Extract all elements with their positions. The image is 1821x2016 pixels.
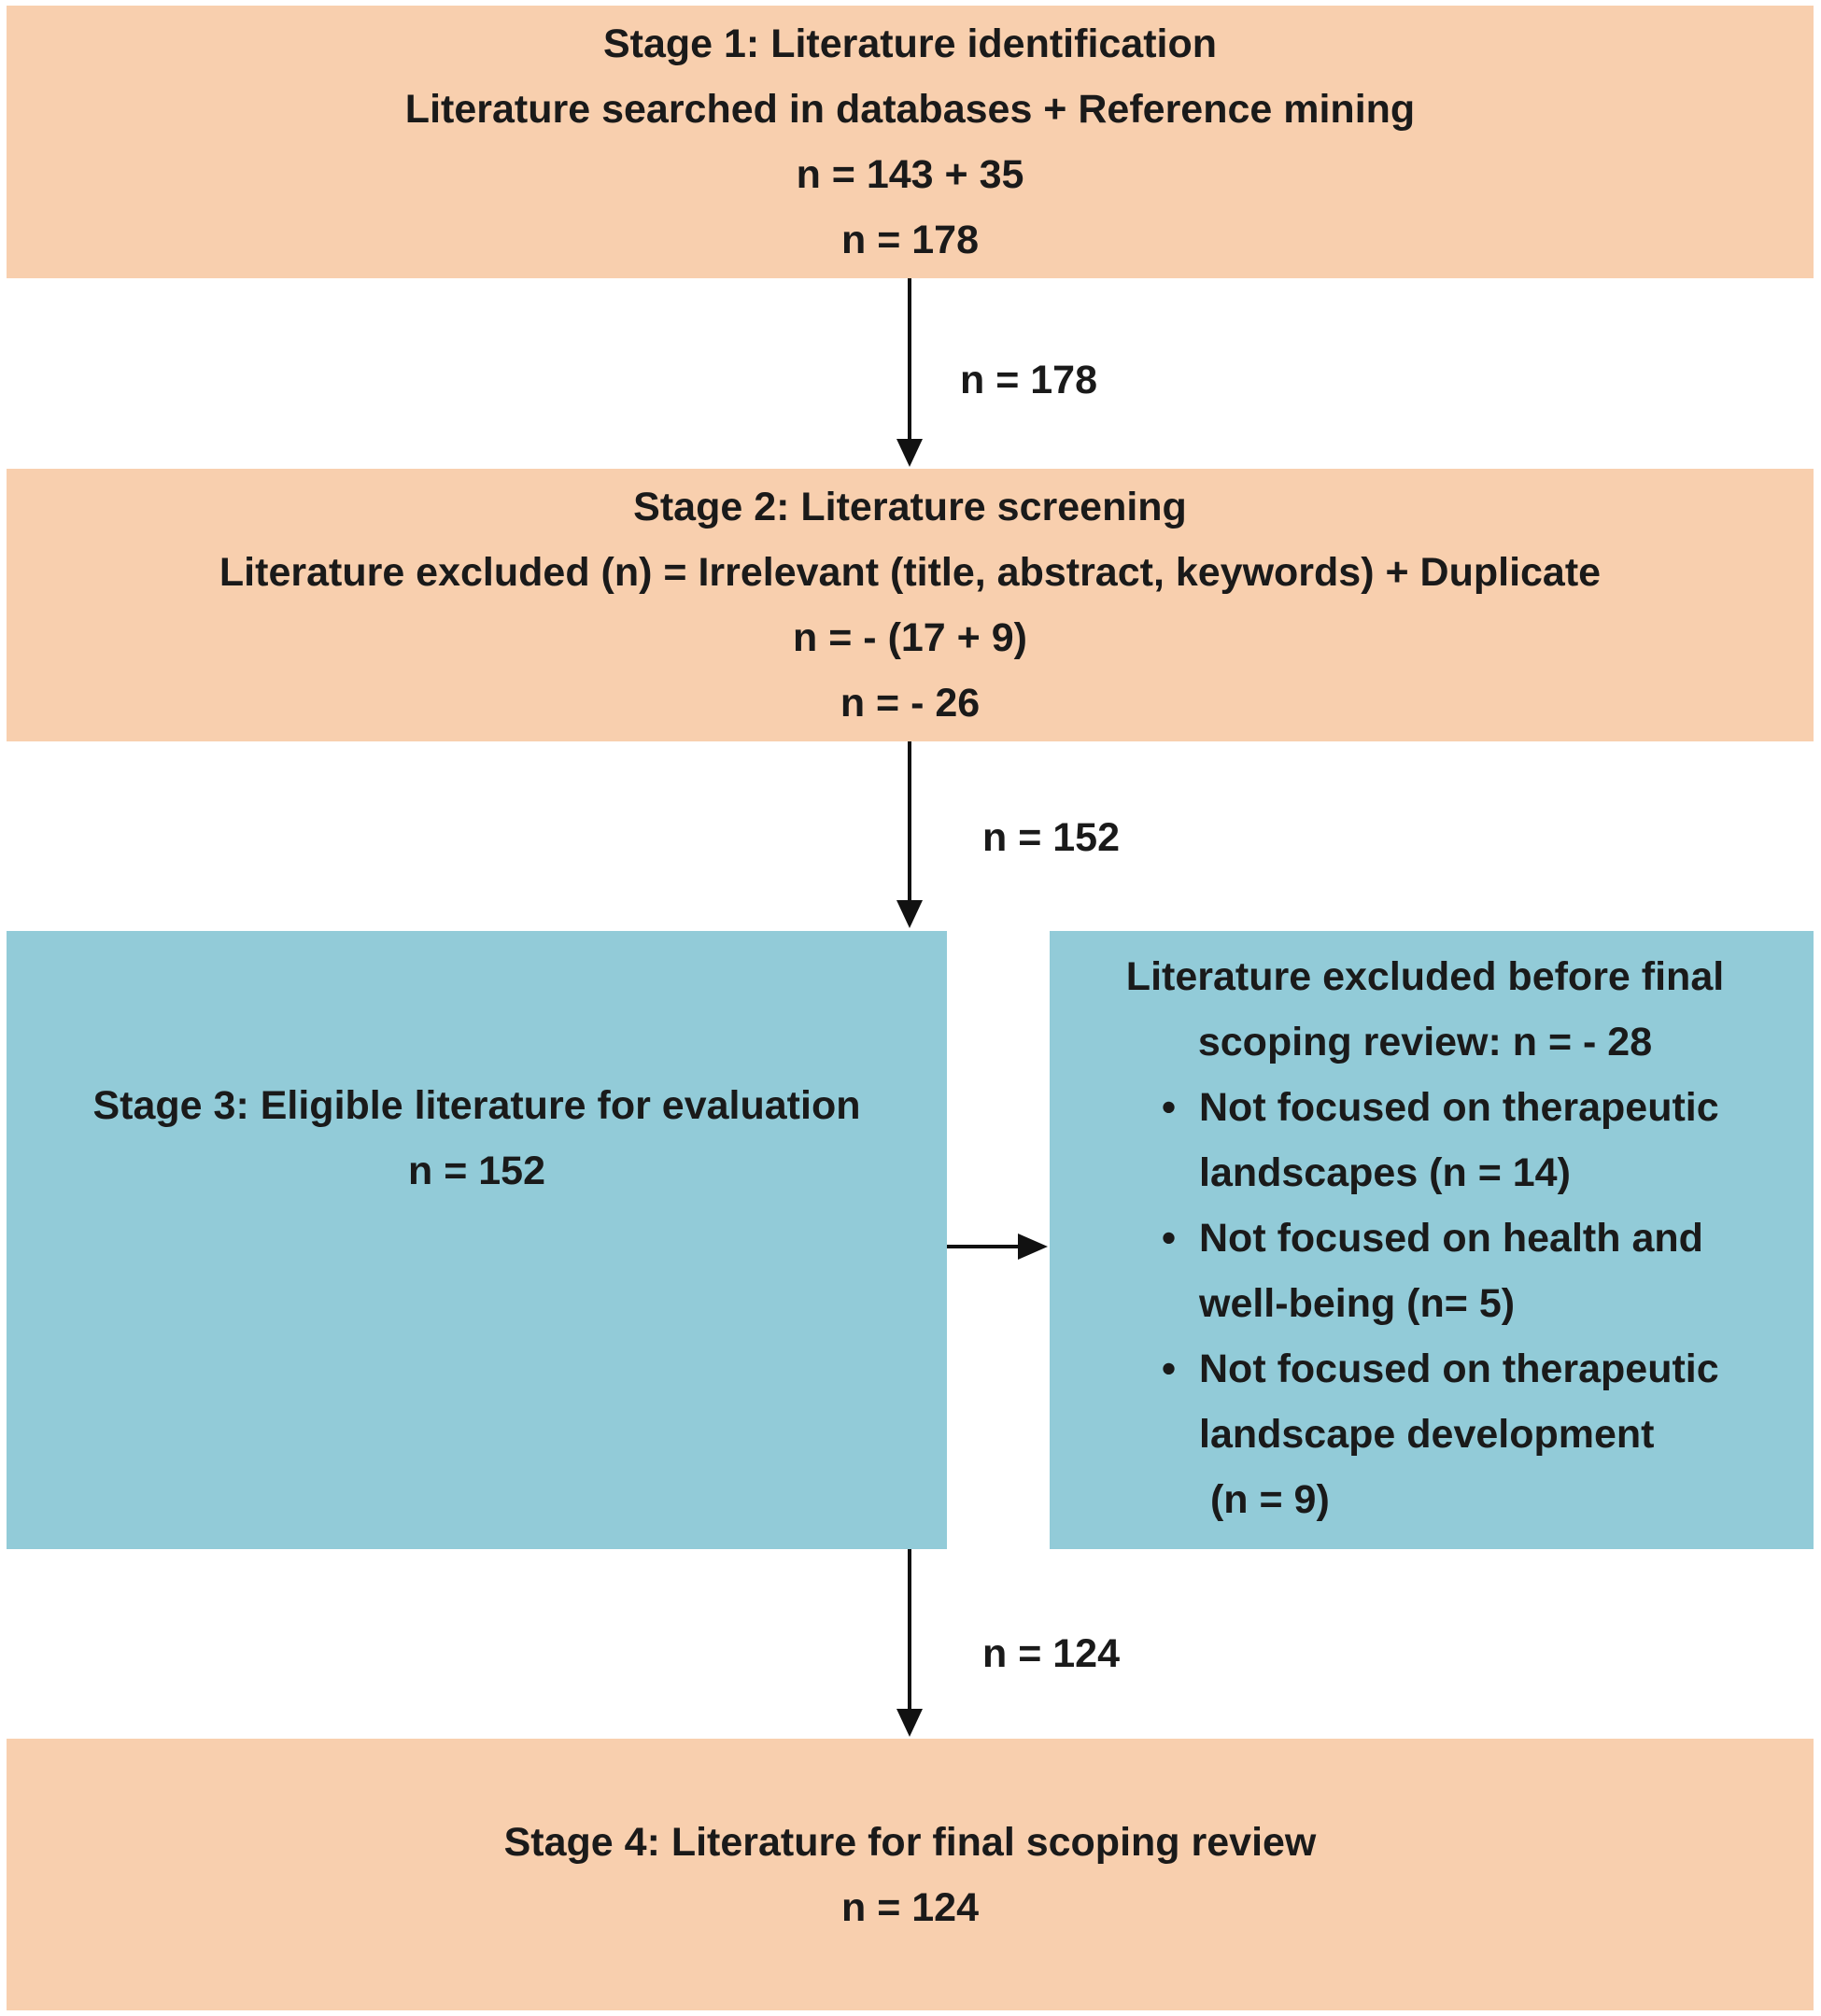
stage-1-title: Stage 1: Literature identification [602, 21, 1218, 66]
stage-1-total: n = 178 [840, 218, 979, 262]
exclusion-reason-line: well-being (n= 5) [1199, 1281, 1516, 1326]
stage-1-description: Literature searched in databases + Reference mining [404, 87, 1416, 132]
arrow-stage3-to-stage4 [896, 1549, 923, 1737]
exclusion-reason-line: landscapes (n = 14) [1199, 1150, 1571, 1195]
flow-label-stage1-to-stage2: n = 178 [960, 358, 1098, 402]
stage-3-count: n = 152 [407, 1149, 545, 1193]
stage-1-sum: n = 143 + 35 [796, 152, 1024, 197]
bullet-icon: • [1162, 1346, 1177, 1391]
stage-3-title: Stage 3: Eligible literature for evaluation [92, 1083, 861, 1128]
exclusion-reason-line: Not focused on health and [1199, 1216, 1703, 1261]
flow-label-stage2-to-stage3: n = 152 [982, 815, 1121, 860]
exclusion-reason-line: landscape development [1199, 1412, 1655, 1457]
arrow-stage1-to-stage2 [896, 278, 923, 467]
arrowhead-icon [896, 439, 923, 467]
exclusion-heading-line-2: scoping review: n = - 28 [1197, 1020, 1653, 1064]
exclusion-reason-line: Not focused on therapeutic [1199, 1085, 1719, 1130]
arrow-stage3-to-exclusion [947, 1234, 1048, 1260]
arrowhead-icon [896, 1709, 923, 1737]
stage-4-count: n = 124 [840, 1884, 979, 1930]
exclusion-reason-line: (n = 9) [1199, 1477, 1330, 1522]
exclusion-reason-line: Not focused on therapeutic [1199, 1346, 1719, 1391]
stage-2-total: n = - 26 [840, 681, 981, 726]
stage-4-title: Stage 4: Literature for final scoping review [503, 1819, 1317, 1865]
exclusion-heading-line-1: Literature excluded before final [1125, 954, 1725, 999]
stage-2-sum: n = - (17 + 9) [793, 615, 1027, 660]
flow-label-stage3-to-stage4: n = 124 [982, 1631, 1121, 1676]
bullet-icon: • [1162, 1216, 1177, 1261]
bullet-icon: • [1162, 1085, 1177, 1130]
arrowhead-icon [1018, 1234, 1048, 1260]
arrowhead-icon [896, 900, 923, 928]
stage-2-description: Literature excluded (n) = Irrelevant (title, abstract, keywords) + Duplicate [219, 550, 1602, 595]
arrow-stage2-to-stage3 [896, 741, 923, 928]
stage-2-title: Stage 2: Literature screening [633, 485, 1187, 529]
